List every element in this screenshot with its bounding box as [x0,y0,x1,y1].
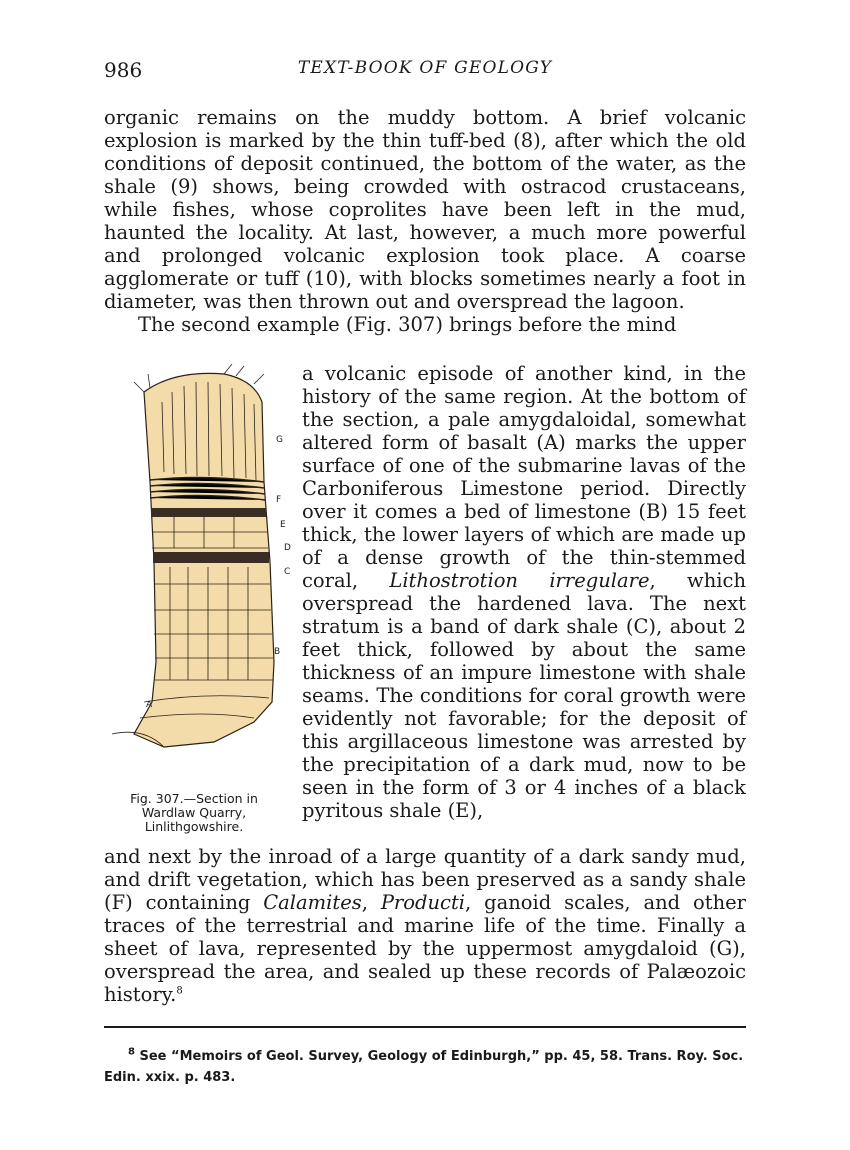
footnote-reference: 8 [176,985,183,997]
species-name: Lithostrotion irregulare [389,569,650,592]
quarry-section-illustration [104,362,294,782]
wrapped-text-a: a volcanic episode of another kind, in the history of the same region. At the bottom of the section, a pale amygdaloidal, somewhat altered form of basalt (A) marks the upper surface of one of the submarine lavas of the Carboniferous Limestone period. Directly over it comes a bed of limestone (B) 15 feet thick, the lower layers of which are made up of a dense growth of the thin-stemmed coral, [302,362,746,592]
label-d: D [284,543,291,553]
label-f: F [276,495,282,505]
full-text-a: and next by the inroad of a large quantity of a dark sandy mud, and drift vegetation, which has been preserved as a sandy shale (F) containing [104,845,746,914]
footnote-text: See “Memoirs of Geol. Survey, Geology of Edinburgh,” pp. 45, 58. Trans. Roy. Soc. Edin. xxix. p. 483. [104,1049,744,1085]
page-number: 986 [104,58,143,82]
label-a: A [146,700,153,710]
wrapped-text [302,362,746,822]
label-g: G [276,435,283,445]
label-e: E [280,520,286,530]
running-title: TEXT-BOOK OF GEOLOGY [297,58,553,78]
label-c: C [284,567,291,577]
figure-307 [104,362,294,840]
paragraph-1: organic remains on the muddy bottom. A brief volcanic explosion is marked by the thin tuff-bed (8), after which the old conditions of deposit continued, the bottom of the water, as the shale (9) shows, being crowded with ostracod crustaceans, while fishes, whose coprolites have been left in the mud, haunted the locality. At last, however, a much more powerful and prolonged volcanic explosion took place. A coarse agglomerate or tuff (10), with blocks sometimes nearly a foot in diameter, was then thrown out and overspread the lagoon. [104,106,746,313]
paragraph-2-first-line: The second example (Fig. 307) brings before the mind [138,313,677,336]
body-text-bottom [104,845,746,1006]
page-header [104,58,746,88]
genus-calamites: Calamites [263,891,362,914]
figure-caption: Fig. 307.—Section in Wardlaw Quarry, Linlithgowshire. [130,791,258,834]
genus-producti: Producti [380,891,466,914]
comma: , [361,891,368,914]
full-text-b: , ganoid scales, and other traces of the terrestrial and marine life of the time. Finally a sheet of lava, represented by the uppermost amygdaloid (G), overspread the area, and sealed up these records of Palæozoic history. [104,891,746,1006]
footnote-divider [104,1026,746,1028]
wrapped-text-b: , which overspread the hardened lava. The next stratum is a band of dark shale (C), about 2 feet thick, followed by about the same thickness of an impure limestone with shale seams. The conditions for coral growth were evidently not favorable; for the deposit of this argillaceous limestone was arrested by the precipitation of a dark mud, now to be seen in the form of 3 or 4 inches of a black pyritous shale (E), [302,569,747,822]
footnote [104,1046,746,1088]
body-text-top [104,106,746,336]
footnote-mark: 8 [128,1046,135,1058]
label-b: B [274,647,281,657]
